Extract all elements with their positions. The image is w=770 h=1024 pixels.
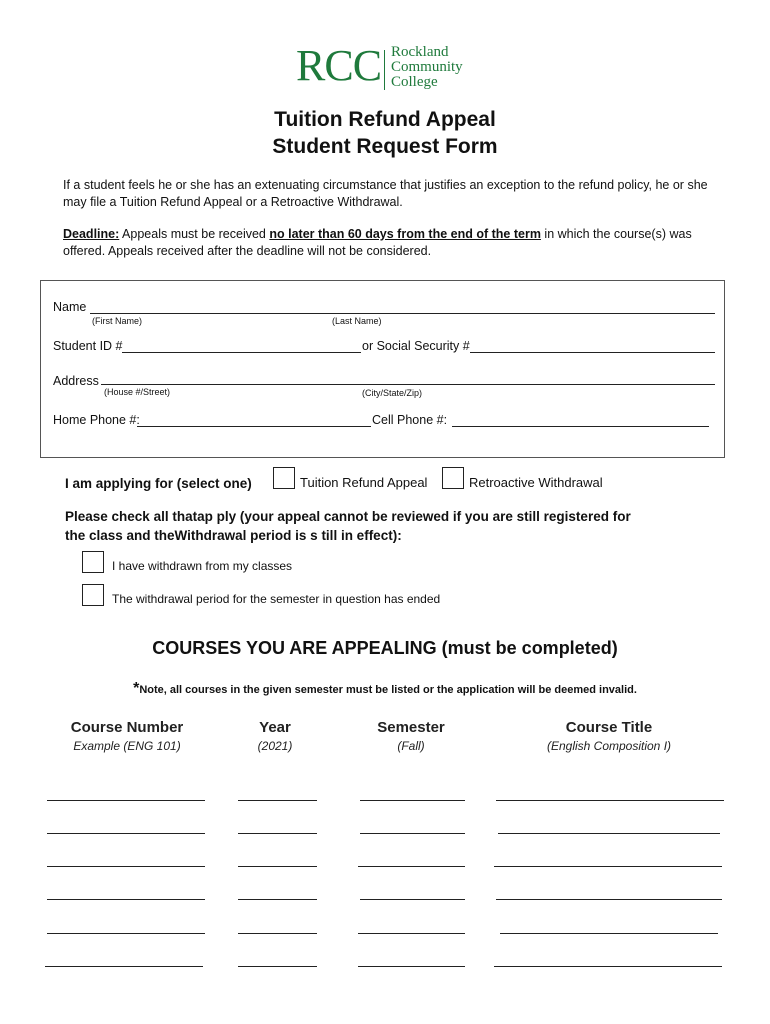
year-field[interactable] xyxy=(238,933,317,934)
address-field[interactable] xyxy=(101,384,715,385)
course-title-field[interactable] xyxy=(494,866,722,867)
year-field[interactable] xyxy=(238,866,317,867)
semester-field[interactable] xyxy=(358,866,465,867)
withdrawn-label: I have withdrawn from my classes xyxy=(112,559,293,573)
name-label: Name xyxy=(53,300,87,314)
student-id-label: Student ID # xyxy=(53,339,123,353)
course-number-field[interactable] xyxy=(47,866,205,867)
logo-word: Rockland xyxy=(391,44,449,60)
city-hint: (City/State/Zip) xyxy=(362,388,423,398)
deadline-text: Appeals must be received xyxy=(119,227,270,241)
street-hint: (House #/Street) xyxy=(104,387,171,397)
semester-field[interactable] xyxy=(360,833,465,834)
student-id-field[interactable] xyxy=(122,352,361,353)
course-number-field[interactable] xyxy=(47,833,205,834)
deadline-paragraph xyxy=(63,226,713,260)
courses-note xyxy=(0,680,770,698)
courses-heading-suffix: (must be completed) xyxy=(436,638,618,658)
course-title-field[interactable] xyxy=(496,800,724,801)
note-asterisk: * xyxy=(133,680,140,697)
course-title-field[interactable] xyxy=(498,833,720,834)
column-example-course-title: (English Composition I) xyxy=(546,739,672,753)
semester-field[interactable] xyxy=(360,800,465,801)
deadline-emphasis: no later than 60 days from the end of the term xyxy=(269,227,541,241)
semester-field[interactable] xyxy=(358,933,465,934)
ssn-label: or Social Security # xyxy=(362,339,470,353)
college-logo-wordmark xyxy=(391,45,463,90)
last-name-hint: (Last Name) xyxy=(332,316,382,326)
apply-label: I am applying for (select one) xyxy=(65,476,252,491)
form-subtitle: Student Request Form xyxy=(272,135,498,158)
column-example-year: (2021) xyxy=(257,739,293,753)
course-number-field[interactable] xyxy=(47,933,205,934)
logo-divider xyxy=(384,50,385,90)
year-field[interactable] xyxy=(238,899,317,900)
logo-word: College xyxy=(391,74,438,90)
deadline-label: Deadline: xyxy=(63,227,120,241)
home-phone-label: Home Phone #: xyxy=(53,413,140,427)
column-header-year: Year xyxy=(259,719,291,736)
course-number-field[interactable] xyxy=(45,966,203,967)
name-field[interactable] xyxy=(90,313,715,314)
course-title-field[interactable] xyxy=(496,899,722,900)
ssn-field[interactable] xyxy=(470,352,715,353)
course-title-field[interactable] xyxy=(494,966,722,967)
column-header-course-title: Course Title xyxy=(565,719,653,736)
form-title: Tuition Refund Appeal xyxy=(274,108,496,131)
home-phone-field[interactable] xyxy=(137,426,371,427)
student-info-box xyxy=(40,280,725,458)
year-field[interactable] xyxy=(238,833,317,834)
period-ended-label: The withdrawal period for the semester in question has ended xyxy=(112,592,441,606)
instruction-line: the class and theWithdrawal period is s till in effect): xyxy=(65,528,402,543)
courses-heading-main: COURSES YOU ARE APPEALING xyxy=(152,638,437,658)
address-label: Address xyxy=(53,374,99,388)
first-name-hint: (First Name) xyxy=(92,316,142,326)
retroactive-withdrawal-checkbox[interactable] xyxy=(442,467,464,489)
note-text: Note, all courses in the given semester must be listed or the application will be deemed invalid. xyxy=(139,684,637,696)
intro-paragraph: If a student feels he or she has an extenuating circumstance that justifies an exception to the refund policy, he or she may file a Tuition Refund Appeal or a Retroactive Withdrawal. xyxy=(63,178,708,209)
retroactive-withdrawal-option-label: Retroactive Withdrawal xyxy=(469,475,603,490)
check-all-instruction xyxy=(65,507,725,545)
year-field[interactable] xyxy=(238,800,317,801)
column-example-course-number: Example (ENG 101) xyxy=(73,739,181,753)
course-number-field[interactable] xyxy=(47,800,205,801)
column-header-course-number: Course Number xyxy=(70,719,184,736)
column-example-semester: (Fall) xyxy=(397,739,425,753)
tuition-refund-checkbox[interactable] xyxy=(273,467,295,489)
year-field[interactable] xyxy=(238,966,317,967)
deadline-text-rest: in which the course(s) was offered. Appeals received after the deadline will not be considered. xyxy=(63,227,692,258)
course-number-field[interactable] xyxy=(47,899,205,900)
cell-phone-field[interactable] xyxy=(452,426,709,427)
course-title-field[interactable] xyxy=(500,933,718,934)
instruction-line: Please check all thatap ply (your appeal cannot be reviewed if you are still registered for xyxy=(65,509,631,524)
logo-word: Community xyxy=(391,59,463,75)
withdrawn-checkbox[interactable] xyxy=(82,551,104,573)
semester-field[interactable] xyxy=(358,966,465,967)
semester-field[interactable] xyxy=(360,899,465,900)
cell-phone-label: Cell Phone #: xyxy=(372,413,448,427)
courses-heading xyxy=(0,638,770,659)
college-logo-mark: RCC xyxy=(296,41,382,90)
period-ended-checkbox[interactable] xyxy=(82,584,104,606)
tuition-refund-option-label: Tuition Refund Appeal xyxy=(300,475,428,490)
column-header-semester: Semester xyxy=(377,719,445,736)
